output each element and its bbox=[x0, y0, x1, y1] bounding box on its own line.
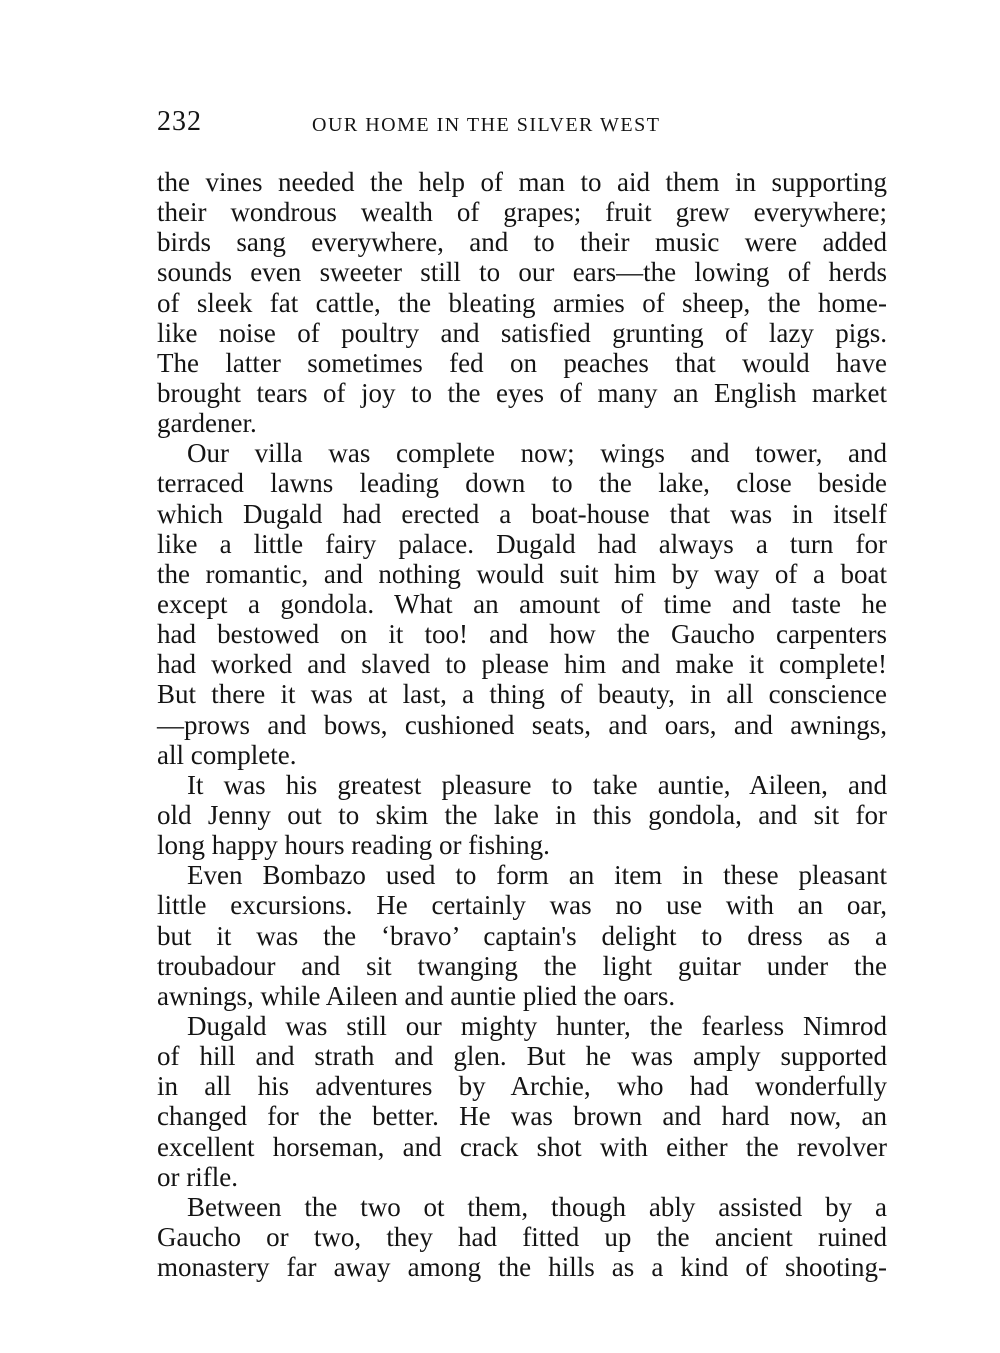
text-line: but it was the ‘bravo’ captain's delight to dress as a bbox=[157, 920, 887, 951]
text-line: —prows and bows, cushioned seats, and oars, and awnings, bbox=[157, 709, 887, 740]
text-line: or rifle. bbox=[157, 1161, 238, 1192]
text-line: sounds even sweeter still to our ears—the lowing of herds bbox=[157, 257, 887, 288]
text-line: terraced lawns leading down to the lake, close beside bbox=[157, 468, 887, 499]
text-line: of sleek fat cattle, the bleating armies of sheep, the home- bbox=[157, 287, 887, 318]
text-line: old Jenny out to skim the lake in this gondola, and sit for bbox=[157, 799, 887, 830]
text-line: long happy hours reading or fishing. bbox=[157, 830, 550, 861]
text-line: like noise of poultry and satisfied grunting of lazy pigs. bbox=[157, 317, 887, 348]
text-line: little excursions. He certainly was no use with an oar, bbox=[157, 890, 887, 921]
text-line: But there it was at last, a thing of beauty, in all conscience bbox=[157, 679, 887, 710]
text-line: except a gondola. What an amount of time and taste he bbox=[157, 588, 887, 619]
text-line: their wondrous wealth of grapes; fruit grew everywhere; bbox=[157, 197, 887, 228]
text-line: all complete. bbox=[157, 739, 297, 770]
text-line: awnings, while Aileen and auntie plied the oars. bbox=[157, 980, 676, 1011]
text-line: Even Bombazo used to form an item in these pleasant bbox=[187, 860, 887, 891]
text-line: had bestowed on it too! and how the Gaucho carpenters bbox=[157, 619, 887, 650]
text-line: troubadour and sit twanging the light guitar under the bbox=[157, 950, 887, 981]
text-line: Between the two ot them, though ably assisted by a bbox=[187, 1191, 887, 1222]
page-number: 232 bbox=[157, 106, 202, 137]
text-line: Gaucho or two, they had fitted up the ancient ruined bbox=[157, 1221, 887, 1252]
text-line: Our villa was complete now; wings and tower, and bbox=[187, 438, 887, 469]
text-line: the romantic, and nothing would suit him by way of a boat bbox=[157, 558, 887, 589]
text-line: of hill and strath and glen. But he was amply supported bbox=[157, 1041, 887, 1072]
text-line: Dugald was still our mighty hunter, the fearless Nimrod bbox=[187, 1010, 887, 1041]
running-title: OUR HOME IN THE SILVER WEST bbox=[312, 114, 661, 136]
text-line: monastery far away among the hills as a kind of shooting- bbox=[157, 1252, 887, 1283]
text-line: It was his greatest pleasure to take auntie, Aileen, and bbox=[187, 769, 887, 800]
body-text bbox=[157, 167, 887, 1282]
text-line: in all his adventures by Archie, who had wonderfully bbox=[157, 1071, 887, 1102]
text-line: the vines needed the help of man to aid them in supporting bbox=[157, 167, 887, 197]
text-line: changed for the better. He was brown and hard now, an bbox=[157, 1101, 887, 1132]
text-line: The latter sometimes fed on peaches that would have bbox=[157, 347, 887, 378]
text-line: excellent horseman, and crack shot with either the revolver bbox=[157, 1131, 887, 1162]
text-line: had worked and slaved to please him and make it complete! bbox=[157, 649, 887, 680]
text-line: birds sang everywhere, and to their music were added bbox=[157, 227, 887, 258]
text-line: gardener. bbox=[157, 408, 257, 439]
text-line: which Dugald had erected a boat-house that was in itself bbox=[157, 498, 887, 529]
running-header bbox=[157, 106, 887, 140]
text-line: brought tears of joy to the eyes of many an English market bbox=[157, 377, 887, 408]
text-line: like a little fairy palace. Dugald had always a turn for bbox=[157, 528, 887, 559]
